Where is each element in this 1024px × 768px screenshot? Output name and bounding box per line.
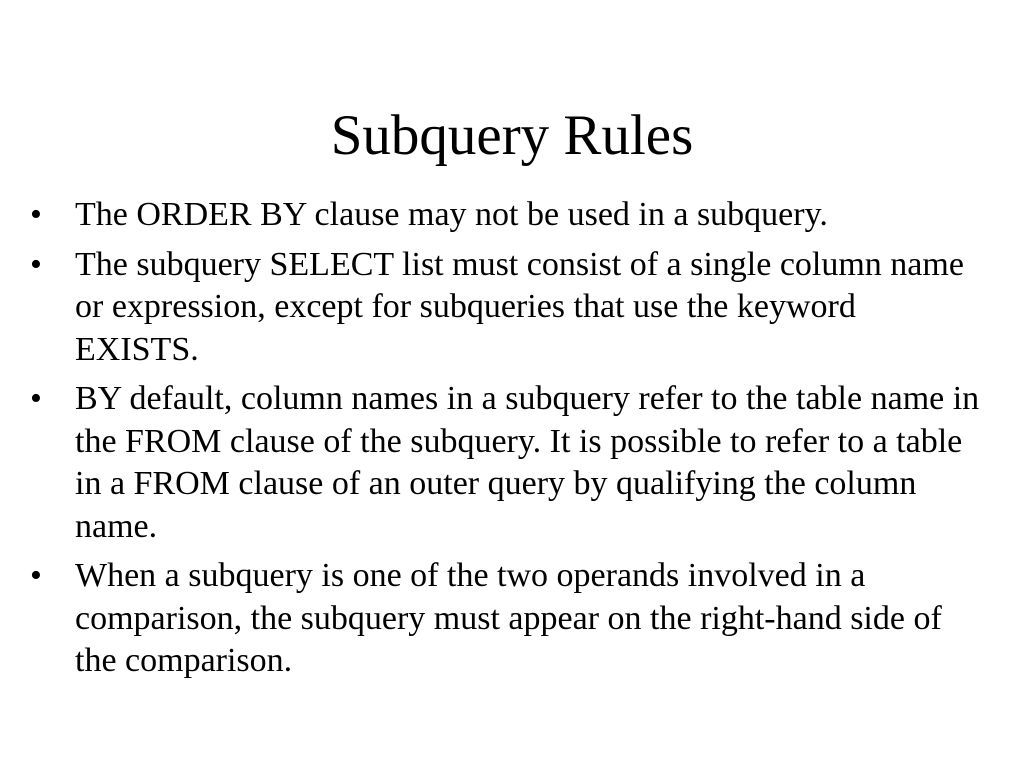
- bullet-item: [30, 555, 980, 683]
- bullet-item: [30, 194, 980, 237]
- bullet-marker: •: [30, 196, 42, 233]
- bullet-text: BY default, column names in a subquery refer to the table name in the FROM clause of the subquery. It is possible to refer to a table in a FROM clause of an outer query by qualifying the column name.: [75, 380, 980, 545]
- bullet-list: [30, 194, 980, 690]
- slide-title: Subquery Rules: [330, 104, 694, 167]
- bullet-marker: •: [30, 557, 42, 594]
- bullet-marker: •: [30, 380, 42, 417]
- bullet-item: [30, 378, 980, 548]
- bullet-item: [30, 244, 980, 372]
- bullet-marker: •: [30, 245, 42, 283]
- bullet-text: The subquery SELECT list must consist of a single column name or expression, except for subqueries that use the keyword EXISTS.: [75, 245, 964, 368]
- bullet-text: The ORDER BY clause may not be used in a subquery.: [75, 196, 828, 233]
- bullet-text: When a subquery is one of the two operands involved in a comparison, the subquery must appear on the right-hand side of the comparison.: [75, 557, 942, 679]
